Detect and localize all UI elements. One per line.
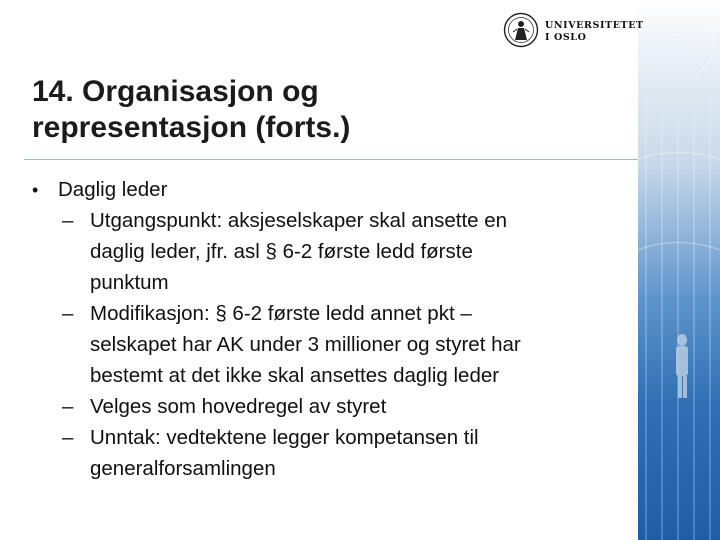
sub-item-line: Velges som hovedregel av styret bbox=[90, 395, 387, 418]
sub-item-dash: – bbox=[62, 395, 74, 418]
sub-item-line: Utgangspunkt: aksjeselskaper skal ansette en bbox=[90, 209, 508, 232]
title-line-1: 14. Organisasjon og bbox=[32, 75, 319, 108]
sub-item-line: generalforsamlingen bbox=[90, 457, 276, 480]
sub-item-dash: – bbox=[62, 302, 74, 325]
sub-item-utgangspunkt bbox=[62, 205, 632, 298]
slide-title bbox=[32, 74, 622, 146]
sub-item-line: bestemt at det ikke skal ansettes daglig leder bbox=[90, 364, 500, 387]
sub-item-dash: – bbox=[62, 426, 74, 449]
sub-item-line: punktum bbox=[90, 271, 169, 294]
title-line-2: representasjon (forts.) bbox=[32, 111, 351, 144]
sub-item-unntak bbox=[62, 422, 632, 484]
sub-item-velges bbox=[62, 391, 632, 422]
bullet-text: Daglig leder bbox=[58, 178, 168, 201]
title-divider bbox=[24, 159, 638, 160]
sub-item-line: Unntak: vedtektene legger kompetansen til bbox=[90, 426, 479, 449]
sub-item-line: Modifikasjon: § 6-2 første ledd annet pkt – bbox=[90, 302, 472, 325]
sub-item-dash: – bbox=[62, 209, 74, 232]
statue-relief-image bbox=[638, 0, 720, 540]
logo-text-line-1: UNIVERSITETET bbox=[545, 20, 644, 31]
university-logo bbox=[503, 12, 644, 50]
sub-item-line: selskapet har AK under 3 millioner og styret har bbox=[90, 333, 521, 356]
decorative-side-strip bbox=[638, 0, 720, 540]
logo-text-line-2: I OSLO bbox=[545, 32, 587, 43]
university-seal-icon bbox=[503, 12, 539, 48]
slide-content bbox=[32, 175, 632, 484]
bullet-item bbox=[32, 175, 632, 205]
sub-item-modifikasjon bbox=[62, 298, 632, 391]
sub-item-line: daglig leder, jfr. asl § 6-2 første ledd første bbox=[90, 240, 473, 263]
bullet-marker: • bbox=[32, 180, 39, 200]
